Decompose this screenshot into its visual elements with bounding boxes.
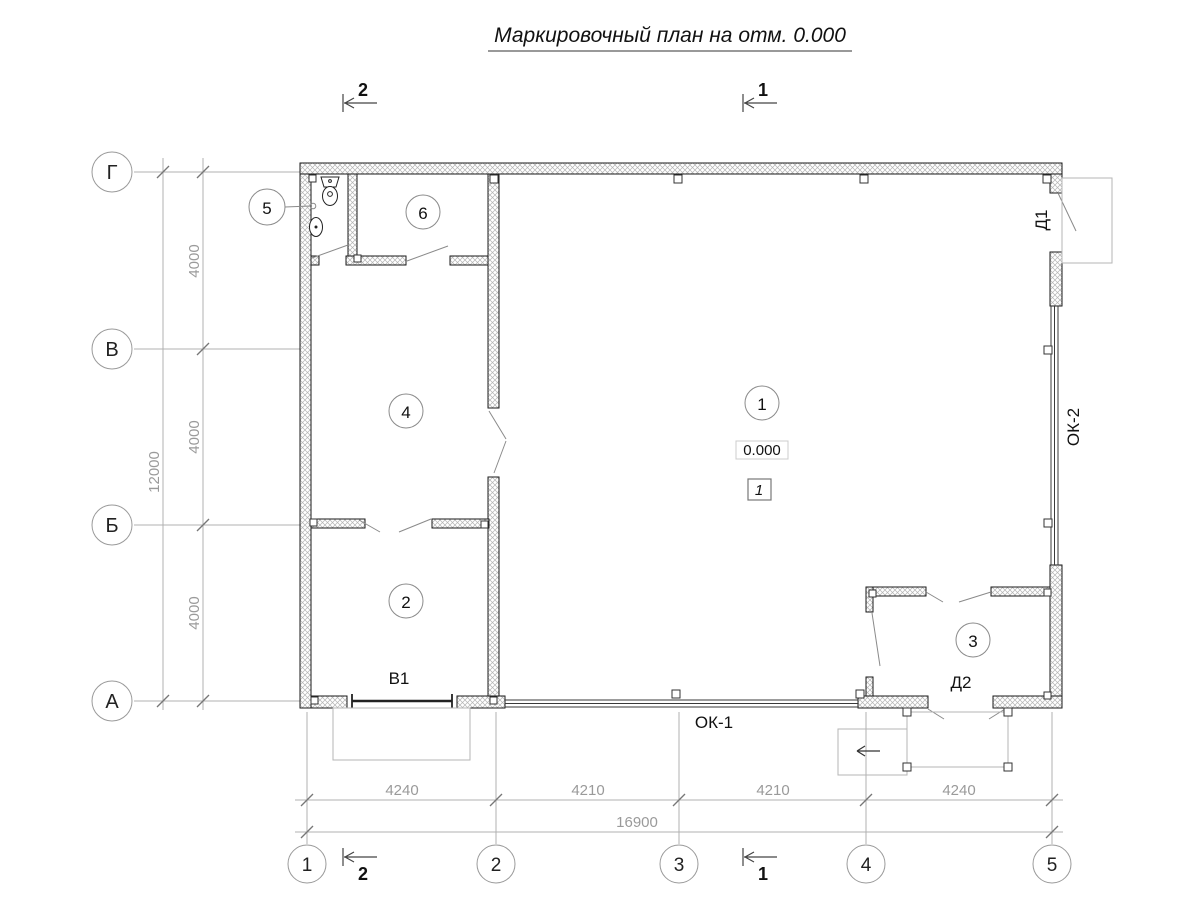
wall-segment-internal-vertical	[488, 477, 499, 696]
gate-v1	[352, 694, 452, 708]
wall-segment-right	[1050, 252, 1062, 306]
room-number: 1	[757, 395, 767, 414]
wall-segment-right	[1050, 565, 1062, 708]
room-number: 2	[401, 593, 411, 612]
mullion-marker	[672, 690, 680, 698]
section-marker-1-top	[743, 80, 777, 112]
room-number: 4	[401, 403, 411, 422]
wall-segment-left	[300, 174, 311, 708]
axis-col-label: 3	[673, 855, 685, 876]
section-label: 1	[757, 864, 769, 884]
section-marker-2-top	[343, 80, 377, 112]
axis-row-label: А	[105, 691, 119, 713]
corner-marker	[1044, 589, 1051, 596]
dim-value: 4000	[186, 420, 203, 454]
door-swing-line	[989, 709, 1005, 719]
column-marker	[860, 175, 868, 183]
toilet-drain	[328, 192, 333, 197]
direction-arrow-icon	[857, 746, 880, 756]
wall-segment-bottom	[993, 696, 1062, 708]
window-label-ok1: ОК-1	[694, 713, 734, 732]
gate-label-v1: В1	[388, 669, 410, 688]
dim-value-total: 12000	[146, 451, 163, 493]
dim-value: 4000	[186, 596, 203, 630]
wall-stub-vestibule	[866, 677, 873, 696]
zone-number: 1	[754, 482, 764, 499]
axis-row-label: В	[105, 339, 119, 361]
door-swing-line	[872, 613, 880, 666]
dim-value: 4000	[186, 244, 203, 278]
door-swing-line	[399, 519, 431, 532]
room-number: 6	[418, 204, 428, 223]
sink-icon	[310, 218, 323, 237]
wall-segment-wc-divider	[348, 174, 357, 262]
corner-marker	[1043, 175, 1051, 183]
porch-outline-gate-v1	[333, 708, 470, 760]
column-marker	[674, 175, 682, 183]
corner-marker	[311, 697, 318, 704]
dim-value: 4240	[942, 782, 976, 799]
porch-outline-entry-d1	[1062, 178, 1112, 263]
section-label: 2	[357, 80, 369, 100]
mullion-marker	[1044, 519, 1052, 527]
window-label-ok2: ОК-2	[1064, 407, 1083, 447]
drawing-title: Маркировочный план на отм. 0.000	[494, 24, 846, 47]
elevation-value: 0.000	[743, 442, 781, 459]
dim-value: 4210	[756, 782, 790, 799]
sink-drain	[315, 226, 318, 229]
ramp-outline	[838, 729, 907, 775]
room-number: 5	[262, 199, 272, 218]
porch-outline-entry-d2	[907, 712, 1008, 767]
section-marker-2-bottom	[343, 848, 377, 884]
wall-segment-axis-b	[432, 519, 489, 528]
corner-marker	[309, 175, 316, 182]
wall-segment-axis-b	[311, 519, 365, 528]
door-swing-line	[1058, 193, 1076, 231]
dim-value-total: 16900	[616, 814, 658, 831]
door-swing-line	[312, 245, 348, 258]
corner-marker	[481, 521, 488, 528]
corner-marker	[1044, 692, 1051, 699]
axis-row-label: Б	[105, 515, 119, 537]
wall-segment-bottom	[457, 696, 505, 708]
mullion-marker	[1044, 346, 1052, 354]
door-swing-line	[926, 592, 943, 602]
axis-col-label: 4	[860, 855, 872, 876]
wall-segment-internal-vertical	[488, 174, 499, 408]
door-label-d2: Д2	[950, 673, 972, 692]
arrow-shape	[857, 746, 880, 756]
wall-segment-right	[1050, 174, 1062, 193]
corner-marker	[490, 697, 497, 704]
door-swing-line	[489, 411, 506, 439]
door-swing-line	[407, 246, 448, 261]
door-swing-line	[959, 592, 991, 602]
porch-corner-marker	[1004, 763, 1012, 771]
wall-segment-top	[300, 163, 1062, 174]
wall-segment-vestibule	[868, 587, 926, 596]
wall-segment-vestibule	[991, 587, 1050, 596]
dim-value: 4210	[571, 782, 605, 799]
axis-col-label: 2	[490, 855, 502, 876]
porch-corner-marker	[1004, 708, 1012, 716]
section-label: 1	[757, 80, 769, 100]
axis-row-label: Г	[106, 162, 118, 184]
toilet-button	[329, 180, 332, 183]
mullion-marker	[856, 690, 864, 698]
wall-segment-room6	[450, 256, 489, 265]
corner-marker	[869, 590, 876, 597]
axis-col-label: 5	[1046, 855, 1058, 876]
axis-col-label: 1	[301, 855, 313, 876]
porch-corner-marker	[903, 763, 911, 771]
wall-segment-bottom	[858, 696, 928, 708]
toilet-icon	[321, 177, 339, 206]
door-swing-line	[928, 709, 944, 719]
section-label: 2	[357, 864, 369, 884]
column-marker	[490, 175, 498, 183]
room-number: 3	[968, 632, 978, 651]
door-label-d1: Д1	[1032, 209, 1051, 231]
section-marker-1-bottom	[743, 848, 777, 884]
porch-corner-marker	[903, 708, 911, 716]
door-swing-line	[494, 441, 506, 473]
corner-marker	[354, 255, 361, 262]
window-ok1	[505, 700, 858, 707]
dim-value: 4240	[385, 782, 419, 799]
corner-marker	[310, 519, 317, 526]
